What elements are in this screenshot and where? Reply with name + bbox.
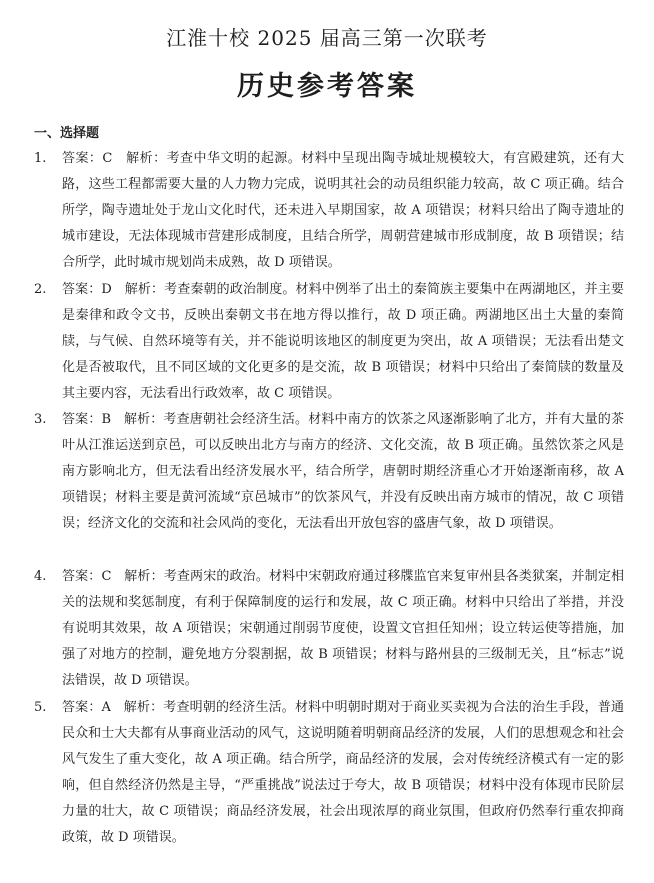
analysis-text: 解析：考查两宋的政治。材料中宋朝政府通过移牒监官来复审州县各类狱案，并制定相关的法规和奖惩制度，有利于保障制度的运行和发展，故 C 项正确。材料中只给出了举措，并没有说明其效果，故 A 项错误；宋朝通过削弱节度使，设置文官担任知州；设立转运使等措施，加强了对地方的控制，避免地方分裂割据，故 B 项错误；材料与路州县的三级制无关，且“标志”说法错误，故 D 项错误。: [62, 569, 624, 688]
answer-label: 答案：C: [62, 569, 112, 584]
question-body: [62, 564, 624, 694]
analysis-text: 解析：考查明朝的经济生活。材料中明朝时期对于商业买卖视为合法的治生手段，普通民众和士大夫都有从事商业活动的风气，这说明随着明朝商品经济的发展，人们的思想观念和社会风气发生了重大变化，故 A 项正确。结合所学，商品经济的发展，会对传统经济模式有一定的影响，但自然经济仍然是主导，“严重挑战”说法过于夸大，故 B 项错误；材料中没有体现市民阶层力量的壮大，故 C 项错误；商品经济发展，社会出现浓厚的商业氛围，但政府仍然奉行重农抑商政策，故 D 项错误。: [62, 700, 624, 845]
question-item-2: [34, 277, 624, 407]
question-number: 5.: [34, 700, 47, 715]
question-body: [62, 277, 624, 407]
question-item-5: [34, 695, 624, 851]
question-body: [62, 146, 624, 276]
question-number: 4.: [34, 569, 47, 584]
analysis-text: 解析：考查秦朝的政治制度。材料中例举了出土的秦简族主要集中在两湖地区，并主要是秦律和政令文书，反映出秦朝文书在地方得以推行，故 D 项正确。两湖地区出土大量的秦简牍，与气候、自然环境等有关，并不能说明该地区的制度更为突出，故 A 项错误；无法看出楚文化是否被取代，且不同区域的文化更多的是交流，故 B 项错误；材料中只给出了秦简牍的数量及其主要内容，无法看出行政效率，故 C 项错误。: [62, 282, 624, 401]
question-body: [62, 695, 624, 851]
question-number: 2.: [34, 282, 47, 297]
answer-label: 答案：A: [62, 700, 111, 715]
question-number: 3.: [34, 412, 47, 427]
answer-label: 答案：B: [62, 412, 112, 427]
exam-subtitle: 江淮十校 2025 届高三第一次联考: [166, 26, 488, 50]
question-item-3: [34, 407, 624, 537]
answer-label: 答案：D: [62, 282, 112, 297]
question-item-1: [34, 146, 624, 276]
answer-label: 答案：C: [62, 151, 113, 166]
analysis-text: 解析：考查中华文明的起源。材料中呈现出陶寺城址规模较大，有宫殿建筑，还有大路，这些工程都需要大量的人力物力完成，说明其社会的动员组织能力较高，故 C 项正确。结合所学，陶寺遗址处于龙山文化时代，还未进入早期国家，故 A 项错误；材料只给出了陶寺遗址的城市建设，无法体现城市营建形成制度，且结合所学，周朝营建城市形成制度，故 B 项错误；结合所学，此时城市规划尚未成熟，故 D 项错误。: [62, 151, 624, 270]
question-number: 1.: [34, 151, 47, 166]
page-title: 历史参考答案: [237, 71, 417, 102]
question-body: [62, 407, 624, 537]
section-heading: 一、选择题: [34, 126, 100, 141]
question-item-4: [34, 564, 624, 694]
analysis-text: 解析：考查唐朝社会经济生活。材料中南方的饮茶之风逐渐影响了北方，并有大量的茶叶从江淮运送到京邑，可以反映出北方与南方的经济、文化交流，故 B 项正确。虽然饮茶之风是南方影响北方，但无法看出经济发展水平，结合所学，唐朝时期经济重心才开始逐渐南移，故 A 项错误；材料主要是黄河流域“京邑城市”的饮茶风气，并没有反映出南方城市的情况，故 C 项错误；经济文化的交流和社会风尚的变化，无法看出开放包容的盛唐气象，故 D 项错误。: [62, 412, 624, 531]
